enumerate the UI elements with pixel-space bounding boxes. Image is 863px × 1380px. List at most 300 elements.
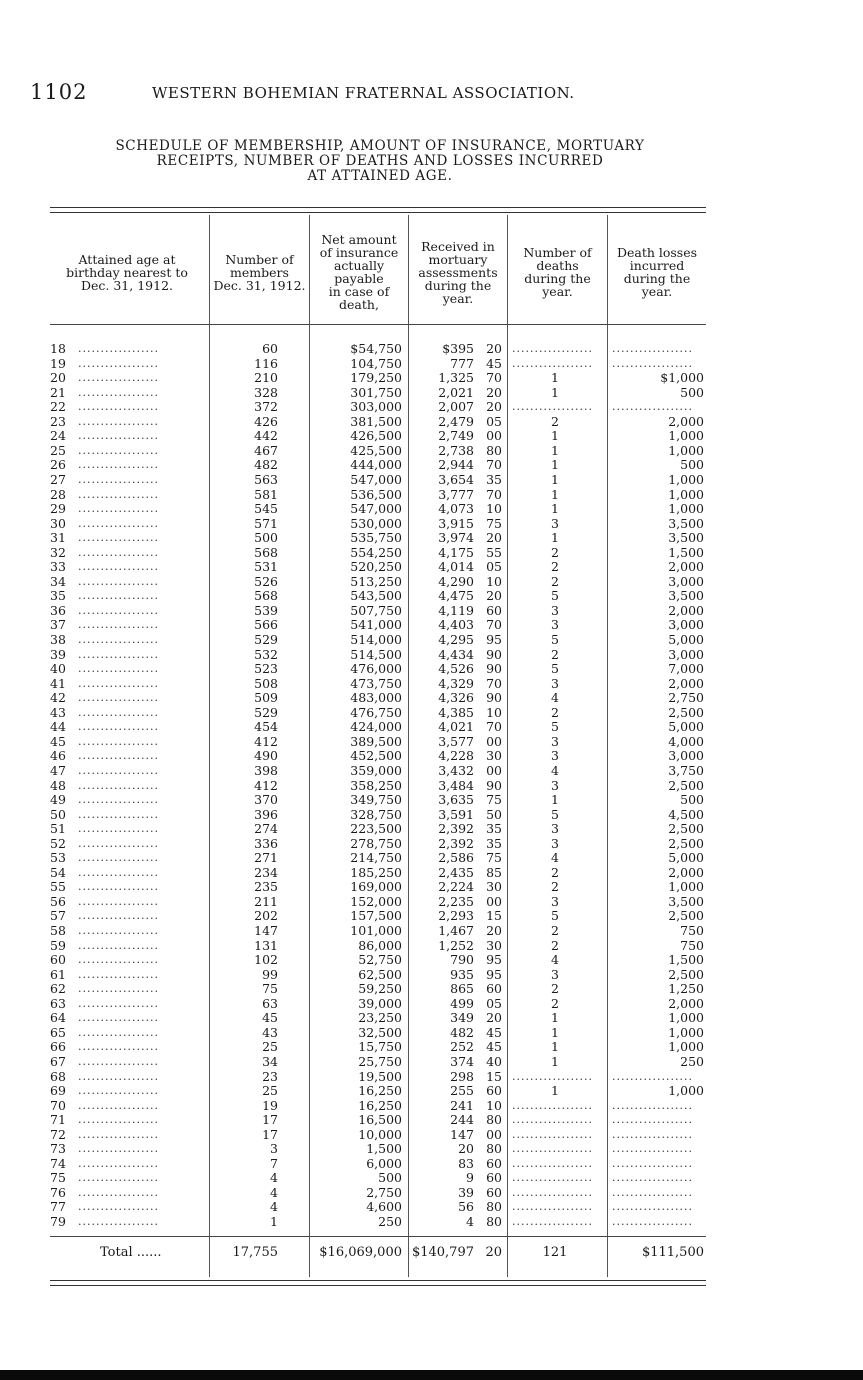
row-insurance: 424,000 [350, 719, 402, 735]
table-top-rule [50, 207, 706, 213]
title-line: SCHEDULE OF MEMBERSHIP, AMOUNT OF INSURANCE, MORTUARY [115, 138, 645, 154]
row-received: 56 [458, 1199, 474, 1215]
row-members: 147 [254, 923, 278, 938]
table-row [0, 909, 863, 924]
row-deaths: 2 [551, 544, 559, 560]
row-members: 545 [254, 501, 278, 517]
row-received-cents: 80 [486, 1112, 502, 1128]
row-insurance: 425,500 [350, 442, 402, 458]
row-insurance: 52,750 [358, 952, 402, 968]
row-deaths: 1 [551, 792, 559, 808]
row-leader-dots: .................. [78, 1040, 159, 1054]
row-age: 47 [50, 762, 66, 778]
table-row [0, 618, 863, 633]
row-age: 38 [50, 632, 66, 647]
row-insurance: 23,250 [358, 1010, 402, 1026]
row-age: 36 [50, 602, 66, 618]
row-insurance: 10,000 [358, 1126, 402, 1142]
row-insurance: 541,000 [350, 617, 402, 633]
row-deaths: 2 [551, 559, 559, 575]
row-insurance: 520,250 [350, 559, 402, 575]
row-received: 1,252 [438, 937, 474, 953]
row-deaths: 1 [551, 428, 559, 444]
row-leader-dots: .................. [78, 1113, 159, 1127]
row-members: 372 [254, 399, 278, 415]
row-losses: 2,000 [668, 413, 704, 429]
row-losses-empty: .................. [612, 1127, 693, 1141]
row-age: 75 [50, 1170, 66, 1186]
row-insurance: 483,000 [350, 690, 402, 706]
row-insurance: 16,500 [358, 1112, 402, 1128]
row-insurance: 476,750 [350, 704, 402, 720]
row-members: 426 [254, 413, 278, 429]
row-deaths-empty: .................. [512, 400, 593, 414]
row-age: 26 [50, 457, 66, 473]
header-deaths: Number of deaths during the year. [523, 245, 592, 299]
row-received: 3,974 [438, 530, 474, 546]
row-received: 374 [450, 1053, 474, 1069]
row-losses-empty: .................. [612, 1171, 693, 1185]
row-losses: 2,500 [668, 777, 704, 793]
row-insurance: 19,500 [358, 1068, 402, 1084]
row-received-cents: 20 [486, 1010, 502, 1026]
row-age: 68 [50, 1068, 66, 1084]
row-members: 396 [254, 806, 278, 822]
row-insurance: 157,500 [350, 908, 402, 924]
row-leader-dots: .................. [78, 1084, 159, 1098]
row-deaths: 1 [551, 530, 559, 546]
row-received-cents: 30 [486, 879, 502, 895]
row-received: 4,403 [438, 617, 474, 633]
row-insurance: 543,500 [350, 588, 402, 604]
row-insurance: 301,750 [350, 384, 402, 400]
table-row [0, 1186, 863, 1201]
row-leader-dots: .................. [78, 443, 159, 457]
table-row [0, 531, 863, 546]
row-losses: 2,500 [668, 908, 704, 924]
row-leader-dots: .................. [78, 371, 159, 385]
row-received: 2,749 [438, 428, 474, 444]
row-insurance: 452,500 [350, 748, 402, 764]
row-age: 59 [50, 937, 66, 953]
row-received: 4,014 [438, 559, 474, 575]
row-received-cents: 60 [486, 1083, 502, 1099]
row-received-cents: 40 [486, 1053, 502, 1069]
row-received-cents: 05 [486, 559, 502, 575]
row-received-cents: 00 [486, 762, 502, 778]
row-leader-dots: .................. [78, 1142, 159, 1156]
row-losses: 3,000 [668, 617, 704, 633]
table-row [0, 1171, 863, 1186]
row-received-cents: 10 [486, 1097, 502, 1113]
row-deaths: 1 [551, 501, 559, 517]
row-received: 3,777 [438, 486, 474, 502]
row-losses-empty: .................. [612, 1215, 693, 1228]
row-leader-dots: .................. [78, 531, 159, 545]
row-deaths-empty: .................. [512, 342, 593, 355]
row-age: 66 [50, 1039, 66, 1055]
row-received: 252 [450, 1039, 474, 1055]
row-losses: 2,750 [668, 690, 704, 706]
row-leader-dots: .................. [78, 356, 159, 370]
table-row [0, 735, 863, 750]
row-received-cents: 00 [486, 1126, 502, 1142]
row-received: 2,235 [438, 893, 474, 909]
row-deaths-empty: .................. [512, 1069, 593, 1083]
table-row [0, 1215, 863, 1230]
row-received: 4,021 [438, 719, 474, 735]
table-row [0, 1055, 863, 1070]
row-members: 17 [262, 1126, 278, 1142]
row-insurance: 554,250 [350, 544, 402, 560]
table-row [0, 866, 863, 881]
row-age: 37 [50, 617, 66, 633]
row-received-cents: 60 [486, 1184, 502, 1200]
row-deaths: 2 [551, 864, 559, 880]
row-deaths: 1 [551, 370, 559, 386]
header-losses: Death losses incurred during the year. [616, 245, 698, 299]
total-row [0, 1244, 863, 1262]
row-insurance: 169,000 [350, 879, 402, 895]
row-losses: 1,000 [668, 1010, 704, 1026]
row-age: 77 [50, 1199, 66, 1215]
row-members: 523 [254, 661, 278, 677]
row-received: 3,635 [438, 792, 474, 808]
row-leader-dots: .................. [78, 749, 159, 763]
table-row [0, 371, 863, 386]
row-losses: 2,000 [668, 559, 704, 575]
row-received: 499 [450, 995, 474, 1011]
row-losses: 750 [680, 937, 704, 953]
row-insurance: 349,750 [350, 792, 402, 808]
row-received: 4,526 [438, 661, 474, 677]
row-deaths: 1 [551, 1083, 559, 1099]
row-received-cents: 70 [486, 370, 502, 386]
table-row [0, 851, 863, 866]
row-received: 349 [450, 1010, 474, 1026]
row-received-cents: 35 [486, 821, 502, 837]
row-losses-empty: .................. [612, 400, 693, 414]
row-members: 60 [262, 341, 278, 356]
row-members: 529 [254, 704, 278, 720]
row-received-cents: 95 [486, 952, 502, 968]
row-received: 4,073 [438, 501, 474, 517]
row-losses: 1,000 [668, 428, 704, 444]
row-losses: 3,500 [668, 893, 704, 909]
row-leader-dots: .................. [78, 851, 159, 865]
row-insurance: 16,250 [358, 1083, 402, 1099]
row-losses: 3,500 [668, 588, 704, 604]
row-losses: 2,000 [668, 675, 704, 691]
row-losses: 1,000 [668, 486, 704, 502]
row-received-cents: 15 [486, 1068, 502, 1084]
row-received-cents: 10 [486, 573, 502, 589]
row-losses: 500 [680, 792, 704, 808]
row-deaths: 3 [551, 893, 559, 909]
row-leader-dots: .................. [78, 385, 159, 399]
row-received-cents: 45 [486, 355, 502, 371]
row-members: 210 [254, 370, 278, 386]
title-line: RECEIPTS, NUMBER OF DEATHS AND LOSSES INCURRED [156, 153, 604, 169]
row-deaths-empty: .................. [512, 1200, 593, 1214]
row-leader-dots: .................. [78, 1098, 159, 1112]
table-row [0, 1070, 863, 1085]
row-members: 442 [254, 428, 278, 444]
table-row [0, 415, 863, 430]
row-received: 3,432 [438, 762, 474, 778]
row-members: 75 [262, 981, 278, 997]
row-received: 298 [450, 1068, 474, 1084]
row-age: 69 [50, 1083, 66, 1099]
row-members: 4 [270, 1184, 278, 1200]
table-row [0, 1040, 863, 1055]
row-received-cents: 20 [486, 384, 502, 400]
row-age: 24 [50, 428, 66, 444]
row-received: 4,228 [438, 748, 474, 764]
row-received: 244 [450, 1112, 474, 1128]
table-row [0, 1142, 863, 1157]
row-received: 4,326 [438, 690, 474, 706]
table-row [0, 648, 863, 663]
row-age: 25 [50, 442, 66, 458]
row-insurance: 328,750 [350, 806, 402, 822]
row-received-cents: 90 [486, 690, 502, 706]
row-received-cents: 05 [486, 995, 502, 1011]
row-losses: 1,500 [668, 952, 704, 968]
row-members: 116 [254, 355, 278, 371]
row-received-cents: 80 [486, 1141, 502, 1157]
row-leader-dots: .................. [78, 1025, 159, 1039]
table-row [0, 953, 863, 968]
row-deaths: 3 [551, 602, 559, 618]
table-row [0, 677, 863, 692]
row-leader-dots: .................. [78, 720, 159, 734]
row-members: 581 [254, 486, 278, 502]
row-insurance: 547,000 [350, 501, 402, 517]
row-members: 467 [254, 442, 278, 458]
row-deaths: 1 [551, 1010, 559, 1026]
row-age: 39 [50, 646, 66, 662]
row-age: 65 [50, 1024, 66, 1040]
row-deaths-empty: .................. [512, 356, 593, 370]
row-leader-dots: .................. [78, 1011, 159, 1025]
row-deaths-empty: .................. [512, 1185, 593, 1199]
table-row [0, 720, 863, 735]
row-received: 2,479 [438, 413, 474, 429]
row-members: 1 [270, 1214, 278, 1229]
row-insurance: 426,500 [350, 428, 402, 444]
row-losses-empty: .................. [612, 1200, 693, 1214]
table-row [0, 706, 863, 721]
total-deaths: 121 [542, 1245, 568, 1260]
row-age: 34 [50, 573, 66, 589]
row-losses: 3,000 [668, 573, 704, 589]
table-row [0, 575, 863, 590]
row-received-cents: 30 [486, 748, 502, 764]
row-members: 563 [254, 471, 278, 487]
row-members: 3 [270, 1141, 278, 1157]
row-deaths: 5 [551, 806, 559, 822]
row-received: 2,944 [438, 457, 474, 473]
row-age: 21 [50, 384, 66, 400]
row-leader-dots: .................. [78, 734, 159, 748]
row-members: 7 [270, 1155, 278, 1171]
row-losses: 5,000 [668, 719, 704, 735]
table-row [0, 1128, 863, 1143]
row-members: 500 [254, 530, 278, 546]
row-members: 4 [270, 1170, 278, 1186]
row-insurance: 101,000 [350, 923, 402, 938]
row-age: 29 [50, 501, 66, 517]
table-row [0, 1026, 863, 1041]
row-deaths: 3 [551, 748, 559, 764]
table-row [0, 488, 863, 503]
row-received: 4,329 [438, 675, 474, 691]
row-age: 57 [50, 908, 66, 924]
row-deaths: 3 [551, 515, 559, 531]
row-losses: 1,000 [668, 501, 704, 517]
row-deaths-empty: .................. [512, 1171, 593, 1185]
row-members: 412 [254, 777, 278, 793]
row-received-cents: 10 [486, 501, 502, 517]
row-received-cents: 70 [486, 457, 502, 473]
row-losses: 2,500 [668, 821, 704, 837]
row-received-cents: 35 [486, 835, 502, 851]
row-losses-empty: .................. [612, 1113, 693, 1127]
table-row [0, 924, 863, 939]
row-age: 71 [50, 1112, 66, 1128]
row-leader-dots: .................. [78, 778, 159, 792]
row-losses: 1,000 [668, 1039, 704, 1055]
row-losses: 3,750 [668, 762, 704, 778]
row-insurance: 514,500 [350, 646, 402, 662]
row-deaths: 2 [551, 937, 559, 953]
row-losses-empty: .................. [612, 356, 693, 370]
table-row [0, 560, 863, 575]
row-leader-dots: .................. [78, 793, 159, 807]
row-received-cents: 70 [486, 486, 502, 502]
row-received: 2,224 [438, 879, 474, 895]
table-row [0, 386, 863, 401]
row-leader-dots: .................. [78, 1156, 159, 1170]
table-row [0, 764, 863, 779]
table-row [0, 429, 863, 444]
row-received: 3,915 [438, 515, 474, 531]
row-deaths: 3 [551, 966, 559, 982]
row-received-cents: 90 [486, 661, 502, 677]
row-received: 4,175 [438, 544, 474, 560]
row-received: 2,021 [438, 384, 474, 400]
row-received: 4,385 [438, 704, 474, 720]
row-leader-dots: .................. [78, 1215, 159, 1228]
row-losses-empty: .................. [612, 342, 693, 355]
row-age: 33 [50, 559, 66, 575]
row-insurance: 359,000 [350, 762, 402, 778]
row-members: 271 [254, 850, 278, 866]
row-leader-dots: .................. [78, 763, 159, 777]
row-leader-dots: .................. [78, 400, 159, 414]
row-received: $395 [442, 341, 474, 356]
row-age: 72 [50, 1126, 66, 1142]
row-received: 3,591 [438, 806, 474, 822]
row-received: 4,475 [438, 588, 474, 604]
row-insurance: 185,250 [350, 864, 402, 880]
row-deaths: 2 [551, 981, 559, 997]
row-leader-dots: .................. [78, 487, 159, 501]
row-leader-dots: .................. [78, 633, 159, 646]
row-losses: 1,000 [668, 1024, 704, 1040]
total-received: $140,797 [411, 1245, 474, 1260]
row-losses: 500 [680, 457, 704, 473]
row-deaths: 4 [551, 690, 559, 706]
row-deaths-empty: .................. [512, 1098, 593, 1112]
table-row [0, 502, 863, 517]
row-age: 31 [50, 530, 66, 546]
row-age: 43 [50, 704, 66, 720]
table-row [0, 837, 863, 852]
row-received: 2,392 [438, 835, 474, 851]
row-deaths: 2 [551, 995, 559, 1011]
row-leader-dots: .................. [78, 996, 159, 1010]
row-received-cents: 60 [486, 1155, 502, 1171]
row-received: 255 [450, 1083, 474, 1099]
row-leader-dots: .................. [78, 1200, 159, 1214]
row-losses: 3,500 [668, 530, 704, 546]
row-leader-dots: .................. [78, 618, 159, 632]
row-received: 3,484 [438, 777, 474, 793]
row-leader-dots: .................. [78, 822, 159, 836]
row-age: 60 [50, 952, 66, 968]
row-leader-dots: .................. [78, 676, 159, 690]
row-insurance: 303,000 [350, 399, 402, 415]
row-received: 4,119 [438, 602, 474, 618]
row-age: 23 [50, 413, 66, 429]
row-age: 67 [50, 1053, 66, 1069]
running-head: WESTERN BOHEMIAN FRATERNAL ASSOCIATION. [152, 84, 575, 102]
row-received-cents: 15 [486, 908, 502, 924]
row-received-cents: 70 [486, 719, 502, 735]
row-deaths: 1 [551, 486, 559, 502]
row-losses: 4,500 [668, 806, 704, 822]
row-received-cents: 20 [486, 399, 502, 415]
row-members: 102 [254, 952, 278, 968]
row-age: 32 [50, 544, 66, 560]
row-deaths: 1 [551, 1024, 559, 1040]
row-age: 50 [50, 806, 66, 822]
table-row [0, 808, 863, 823]
row-insurance: 179,250 [350, 370, 402, 386]
row-insurance: 476,000 [350, 661, 402, 677]
row-deaths: 1 [551, 384, 559, 400]
row-insurance: 86,000 [358, 937, 402, 953]
row-members: 25 [262, 1039, 278, 1055]
table-row [0, 444, 863, 459]
row-received-cents: 20 [486, 341, 502, 356]
row-members: 336 [254, 835, 278, 851]
table-row [0, 458, 863, 473]
table-row [0, 1099, 863, 1114]
row-deaths: 3 [551, 821, 559, 837]
header-rule [50, 324, 706, 325]
row-losses: $1,000 [660, 370, 704, 386]
row-insurance: 530,000 [350, 515, 402, 531]
row-losses: 5,000 [668, 850, 704, 866]
row-losses: 3,000 [668, 646, 704, 662]
row-age: 73 [50, 1141, 66, 1157]
row-deaths: 2 [551, 879, 559, 895]
row-received: 2,007 [438, 399, 474, 415]
row-received: 4 [466, 1214, 474, 1229]
